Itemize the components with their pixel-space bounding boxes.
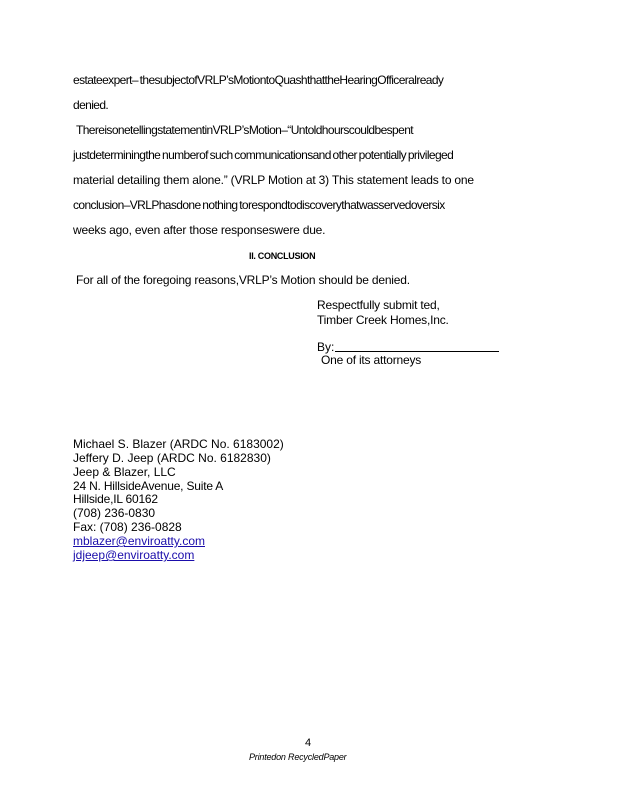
by-label: By:	[317, 340, 335, 354]
body-line-4: justdeterminingthe numberof such communicationsand other potentially privileged	[73, 148, 454, 162]
body-line-7: weeks ago, even after those responseswere due.	[73, 223, 326, 237]
counsel-line-1: Michael S. Blazer (ARDC No. 6183002)	[73, 437, 284, 451]
body-line-5: material detailing them alone.” (VRLP Motion at 3) This statement leads to one	[73, 173, 474, 187]
counsel-line-4: 24 N. HillsideAvenue, Suite A	[73, 479, 224, 493]
page-number: 4	[305, 737, 312, 749]
body-line-2: denied.	[73, 98, 109, 112]
company-name: Timber Creek Homes,Inc.	[317, 313, 449, 327]
respectfully-submitted: Respectfully submit ted,	[317, 298, 440, 312]
body-line-3: ThereisonetellingstatementinVRLP’sMotion–“Untoldhourscouldbespent	[76, 123, 414, 137]
recycled-paper-note: Printedon RecycledPaper	[249, 752, 347, 762]
email-link-jdjeep[interactable]: jdjeep@enviroatty.com	[73, 548, 195, 562]
conclusion-text: For all of the foregoing reasons,VRLP’s Motion should be denied.	[76, 273, 410, 287]
signature-line	[335, 351, 499, 352]
attorney-role: One of its attorneys	[321, 353, 422, 367]
counsel-line-3: Jeep & Blazer, LLC	[73, 465, 176, 479]
body-line-6: conclusion–VRLPhasdone nothing torespondtodiscoverythatwasservedoversix	[73, 198, 445, 212]
email-link-mblazer[interactable]: mblazer@enviroatty.com	[73, 534, 205, 548]
counsel-line-6: (708) 236-0830	[73, 506, 156, 520]
section-heading: II. CONCLUSION	[249, 251, 316, 261]
counsel-line-2: Jeffery D. Jeep (ARDC No. 6182830)	[73, 451, 271, 465]
counsel-line-5: Hillside,IL 60162	[73, 492, 158, 506]
counsel-line-7: Fax: (708) 236-0828	[73, 520, 182, 534]
body-line-1: estateexpert– thesubjectofVRLP’sMotiontoQuashthattheHearingOfficeralready	[73, 73, 444, 87]
